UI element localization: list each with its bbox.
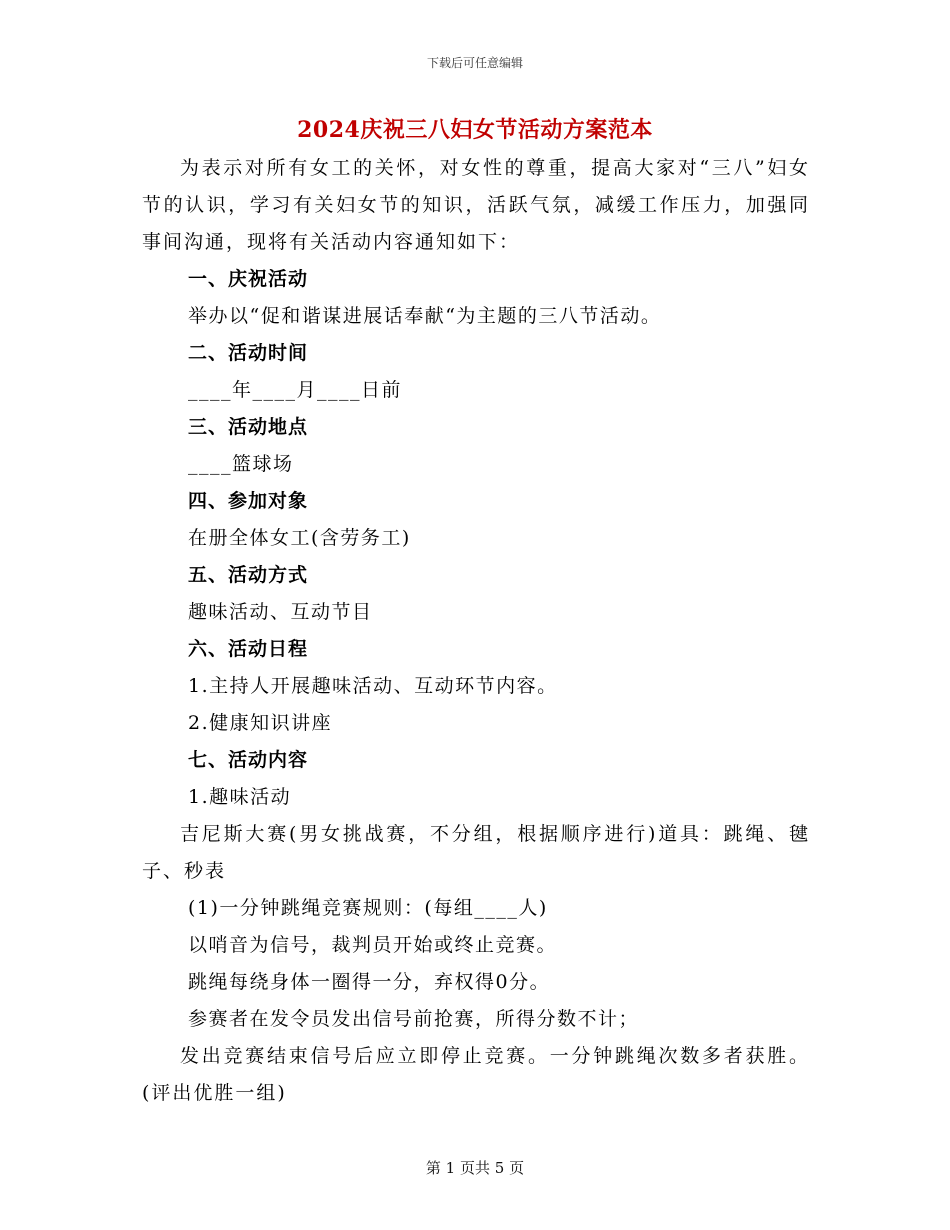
section-2-text: ____年____月____日前 xyxy=(188,379,403,401)
rule-4: 发出竞赛结束信号后应立即停止竞赛。一分钟跳绳次数多者获胜。(评出优胜一组) xyxy=(142,1045,810,1104)
page-header: 下载后可任意编辑 xyxy=(426,56,523,70)
section-7-paragraph: 吉尼斯大赛(男女挑战赛，不分组，根据顺序进行)道具：跳绳、毽子、秒表 xyxy=(142,823,810,882)
section-3-heading: 三、活动地点 xyxy=(188,416,309,438)
intro-paragraph: 为表示对所有女工的关怀，对女性的尊重，提高大家对“三八”妇女节的认识，学习有关妇女节的知识，活跃气氛，减缓工作压力，加强同事间沟通，现将有关活动内容通知如下： xyxy=(142,157,810,253)
rule-title: (1)一分钟跳绳竞赛规则：(每组____人) xyxy=(188,897,548,919)
section-2-heading: 二、活动时间 xyxy=(188,342,309,364)
rule-2: 跳绳每绕身体一圈得一分，弃权得0分。 xyxy=(188,971,551,993)
section-6-heading: 六、活动日程 xyxy=(188,638,309,660)
rule-1: 以哨音为信号，裁判员开始或终止竞赛。 xyxy=(188,934,558,956)
section-1-text: 举办以“促和谐谋进展话奉献“为主题的三八节活动。 xyxy=(188,305,662,327)
section-3-text: ____篮球场 xyxy=(188,453,294,475)
rule-3: 参赛者在发令员发出信号前抢赛，所得分数不计； xyxy=(188,1008,640,1030)
document-title: 2024庆祝三八妇女节活动方案范本 xyxy=(297,117,653,143)
section-6-item-1: 1.主持人开展趣味活动、互动环节内容。 xyxy=(188,675,558,697)
section-1-heading: 一、庆祝活动 xyxy=(188,268,309,290)
section-7-heading: 七、活动内容 xyxy=(188,749,309,771)
section-4-text: 在册全体女工(含劳务工) xyxy=(188,527,411,549)
section-6-item-2: 2.健康知识讲座 xyxy=(188,712,333,734)
section-5-heading: 五、活动方式 xyxy=(188,564,309,586)
section-4-heading: 四、参加对象 xyxy=(188,490,309,512)
section-5-text: 趣味活动、互动节目 xyxy=(188,601,373,623)
page-footer: 第 1 页共 5 页 xyxy=(425,1159,525,1177)
section-7-item-1: 1.趣味活动 xyxy=(188,786,292,808)
document-body xyxy=(142,150,810,1112)
